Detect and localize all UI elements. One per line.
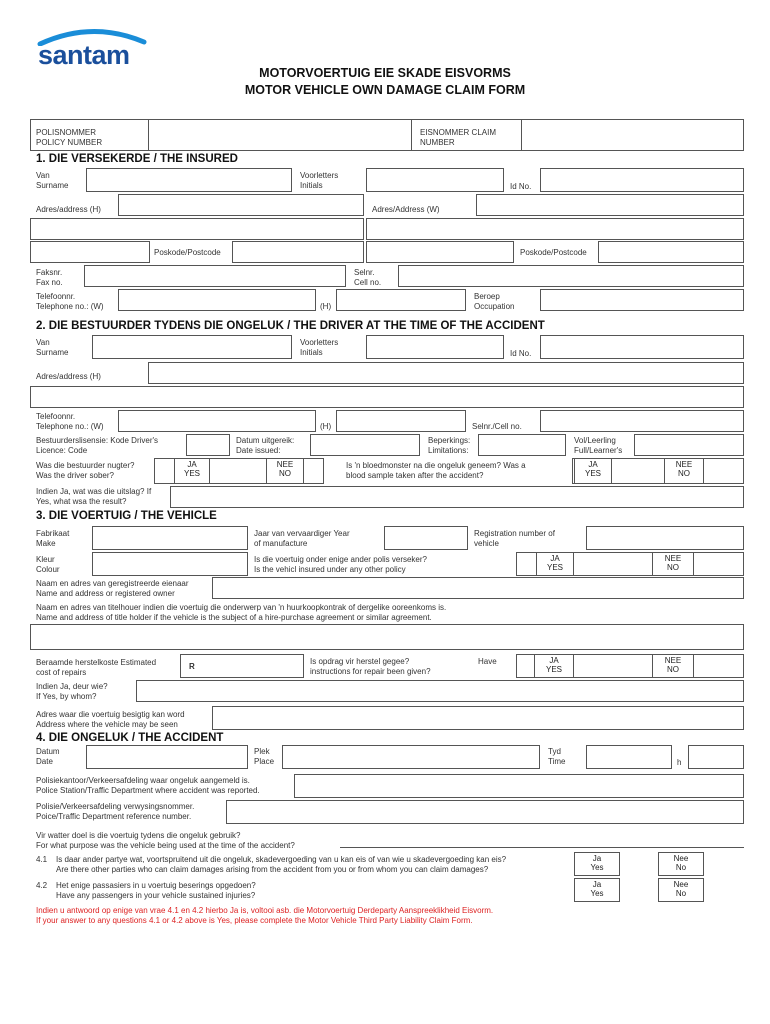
s4-place-label: Plek Place xyxy=(254,747,275,766)
s1-telephone-work-label: Telefoonnr. Telephone no.: (W) xyxy=(36,292,104,311)
s2-licence-label: Bestuurderslisensie: Kode Driver's Licence: Code xyxy=(36,436,159,455)
s1-postcode-home-label: Poskode/Postcode xyxy=(154,248,221,257)
s2-full-learner-label: Vol/Leerling Full/Learner's xyxy=(574,436,623,455)
s1-address-home-label: Adres/address (H) xyxy=(36,205,101,214)
s3-title-holder-field[interactable] xyxy=(30,624,744,650)
s1-address-home-field-3[interactable] xyxy=(30,241,150,263)
s4-time-field-2[interactable] xyxy=(688,745,744,769)
s1-initials-field[interactable] xyxy=(366,168,504,192)
s3-make-field[interactable] xyxy=(92,526,248,550)
s1-postcode-home-field[interactable] xyxy=(232,241,364,263)
s1-fax-field[interactable] xyxy=(84,265,346,287)
s4-time-field[interactable] xyxy=(586,745,672,769)
s1-cell-field[interactable] xyxy=(398,265,744,287)
s1-address-work-field-1[interactable] xyxy=(476,194,744,216)
s3-inspection-address-label: Adres waar die voertuig besigtig kan word Address where the vehicle may be seen xyxy=(36,710,185,729)
s2-blood-no-checkbox[interactable]: NEE NO xyxy=(664,458,704,484)
s2-address-field-1[interactable] xyxy=(148,362,744,384)
s3-owner-field[interactable] xyxy=(212,577,744,599)
s1-cell-label: Selnr. Cell no. xyxy=(354,268,382,287)
s2-date-issued-field[interactable] xyxy=(310,434,420,456)
s2-initials-label: Voorletters Initials xyxy=(300,338,339,357)
s2-cell-field[interactable] xyxy=(540,410,744,432)
s4-q42-number: 4.2 xyxy=(36,881,48,890)
s3-year-field[interactable] xyxy=(384,526,468,550)
s3-repair-cost-field[interactable] xyxy=(180,654,304,678)
s3-by-whom-field[interactable] xyxy=(136,680,744,702)
s2-surname-field[interactable] xyxy=(92,335,292,359)
s3-colour-label: Kleur Colour xyxy=(36,555,60,574)
s1-telephone-home-label: (H) xyxy=(320,302,332,311)
s1-surname-field[interactable] xyxy=(86,168,292,192)
s2-telephone-work-field[interactable] xyxy=(118,410,316,432)
s4-purpose-field[interactable] xyxy=(340,832,744,848)
s1-address-home-field-2[interactable] xyxy=(30,218,364,240)
s3-registration-label: Registration number of vehicle xyxy=(474,529,555,548)
s1-id-field[interactable] xyxy=(540,168,744,192)
s3-repair-instructions-label: Is opdrag vir herstel gegee? instructions for repair been given? xyxy=(310,657,431,676)
s1-occupation-field[interactable] xyxy=(540,289,744,311)
s2-licence-code-field[interactable] xyxy=(186,434,230,456)
s3-repair-cost-label: Beraamde herstelkoste Estimated cost of repairs xyxy=(36,658,157,677)
s1-address-work-label: Adres/Address (W) xyxy=(372,205,440,214)
s3-other-policy-yes-checkbox[interactable]: JA YES xyxy=(536,552,574,576)
s4-q41-label: Is daar ander partye wat, voortspruitend uit die ongeluk, skadevergoeding van u kan eis of van wie u skadevergoeding kan eis? Are there other parties who can claim damages arising from the accident from you or from whom you can claim damages? xyxy=(56,855,507,874)
s4-reference-field[interactable] xyxy=(226,800,744,824)
s1-occupation-label: Beroep Occupation xyxy=(474,292,515,311)
s1-postcode-work-field[interactable] xyxy=(598,241,744,263)
s4-q41-no-checkbox[interactable]: Nee No xyxy=(658,852,704,876)
section-2-title: 2. DIE BESTUURDER TYDENS DIE ONGELUK / THE DRIVER AT THE TIME OF THE ACCIDENT xyxy=(36,320,545,332)
s1-postcode-work-label: Poskode/Postcode xyxy=(520,248,587,257)
s3-year-label: Jaar van vervaardiger Year of manufacture xyxy=(254,529,350,548)
s1-address-home-field-1[interactable] xyxy=(118,194,364,216)
s2-address-label: Adres/address (H) xyxy=(36,372,101,381)
s2-sober-label: Was die bestuurder nugter? Was the driver sober? xyxy=(36,461,135,480)
s2-telephone-home-field[interactable] xyxy=(336,410,466,432)
s2-limitations-label: Beperkings: Limitations: xyxy=(428,436,471,455)
s1-telephone-work-field[interactable] xyxy=(118,289,316,311)
s1-address-work-field-2[interactable] xyxy=(366,218,744,240)
s2-id-field[interactable] xyxy=(540,335,744,359)
s2-sober-yes-checkbox[interactable]: JA YES xyxy=(174,458,210,484)
s2-telephone-work-label: Telefoonnr. Telephone no.: (W) xyxy=(36,412,104,431)
s3-currency-label: R xyxy=(189,662,195,671)
s3-repair-yes-checkbox[interactable]: JA YES xyxy=(534,654,574,678)
s2-blood-yes-checkbox[interactable]: JA YES xyxy=(574,458,612,484)
policy-number-field[interactable] xyxy=(148,119,412,151)
s2-address-field-2[interactable] xyxy=(30,386,744,408)
s2-limitations-field[interactable] xyxy=(478,434,566,456)
policy-number-label: POLISNOMMER POLICY NUMBER xyxy=(36,128,103,147)
s2-blood-sample-label: Is 'n bloedmonster na die ongeluk geneem? Was a blood sample taken after the accident? xyxy=(346,461,526,480)
s1-initials-label: Voorletters Initials xyxy=(300,171,339,190)
s1-telephone-home-field[interactable] xyxy=(336,289,466,311)
s1-address-work-field-3[interactable] xyxy=(366,241,514,263)
s2-surname-label: Van Surname xyxy=(36,338,69,357)
section-4-title: 4. DIE ONGELUK / THE ACCIDENT xyxy=(36,732,224,744)
s4-date-field[interactable] xyxy=(86,745,248,769)
s2-cell-label: Selnr./Cell no. xyxy=(472,422,522,431)
s3-registration-field[interactable] xyxy=(586,526,744,550)
s2-result-label: Indien Ja, wat was die uitslag? If Yes, what wsa the result? xyxy=(36,487,152,506)
s2-initials-field[interactable] xyxy=(366,335,504,359)
s4-q41-number: 4.1 xyxy=(36,855,48,864)
s4-q42-label: Het enige passasiers in u voertuig beserings opgedoen? Have any passengers in your vehicle sustained injuries? xyxy=(56,881,256,900)
s2-sober-no-checkbox[interactable]: NEE NO xyxy=(266,458,304,484)
claim-number-label: EISNOMMER CLAIM NUMBER xyxy=(420,128,497,147)
s4-time-label: Tyd Time xyxy=(548,747,566,766)
logo-text: santam xyxy=(38,40,130,70)
section-1-title: 1. DIE VERSEKERDE / THE INSURED xyxy=(36,153,238,165)
s4-police-station-field[interactable] xyxy=(294,774,744,798)
s4-date-label: Datum Date xyxy=(36,747,60,766)
s3-inspection-address-field[interactable] xyxy=(212,706,744,730)
s4-reference-label: Polisie/Verkeersafdeling verwysingsnommer. Poice/Traffic Department reference number. xyxy=(36,802,195,821)
s3-owner-label: Naam en adres van geregistreerde eienaar Name and address or registered owner xyxy=(36,579,189,598)
s4-place-field[interactable] xyxy=(282,745,540,769)
s3-repair-no-checkbox[interactable]: NEE NO xyxy=(652,654,694,678)
form-title-af: MOTORVOERTUIG EIE SKADE EISVORMS xyxy=(259,66,511,80)
section-3-title: 3. DIE VOERTUIG / THE VEHICLE xyxy=(36,510,217,522)
s2-id-label: Id No. xyxy=(510,349,532,358)
s3-make-label: Fabrikaat Make xyxy=(36,529,70,548)
claim-number-field[interactable] xyxy=(521,119,744,151)
s4-purpose-label: Vir watter doel is die voertuig tydens die ongeluk gebruik? For what purpose was the vehicle being used at the time of the accident? xyxy=(36,831,295,850)
s3-title-holder-label: Naam en adres van titelhouer indien die voertuig die onderwerp van 'n huurkoopkontrak of dergelike ooreenkoms is. Name and address of title holder if the vehicle is the subject of a hire-purchase agreement or similar agreement. xyxy=(36,603,447,622)
s4-police-station-label: Polisiekantoor/Verkeersafdeling waar ongeluk aangemeld is. Police Station/Traffic Department where accident was reported. xyxy=(36,776,260,795)
s2-telephone-home-label: (H) xyxy=(320,422,332,431)
form-title-en: MOTOR VEHICLE OWN DAMAGE CLAIM FORM xyxy=(244,83,526,97)
s2-date-issued-label: Datum uitgereik: Date issued: xyxy=(236,436,295,455)
s4-q41-yes-checkbox[interactable]: Ja Yes xyxy=(574,852,620,876)
s3-other-policy-label: Is die voertuig onder enige ander polis verseker? Is the vehicl insured under any other policy xyxy=(254,555,427,574)
s3-other-policy-no-checkbox[interactable]: NEE NO xyxy=(652,552,694,576)
s4-third-party-note: Indien u antwoord op enige van vrae 4.1 en 4.2 hierbo Ja is, voltooi asb. die Motorvoertuig Derdeparty Aanspreeklikheid Eisvorm. If your answer to any questions 4.1 or 4.2 above is Yes, please complete the Motor Vehicle Third Party Liability Claim Form. xyxy=(36,906,494,925)
s1-id-label: Id No. xyxy=(510,182,532,191)
s3-colour-field[interactable] xyxy=(92,552,248,576)
s1-surname-label: Van Surname xyxy=(36,171,69,190)
s1-fax-label: Faksnr. Fax no. xyxy=(36,268,63,287)
s3-have-label: Have xyxy=(478,657,497,666)
s4-hours-label: h xyxy=(677,758,682,767)
s2-result-field[interactable] xyxy=(170,486,744,508)
s2-full-learner-field[interactable] xyxy=(634,434,744,456)
s4-q42-no-checkbox[interactable]: Nee No xyxy=(658,878,704,902)
s4-q42-yes-checkbox[interactable]: Ja Yes xyxy=(574,878,620,902)
s3-by-whom-label: Indien Ja, deur wie? If Yes, by whom? xyxy=(36,682,108,701)
